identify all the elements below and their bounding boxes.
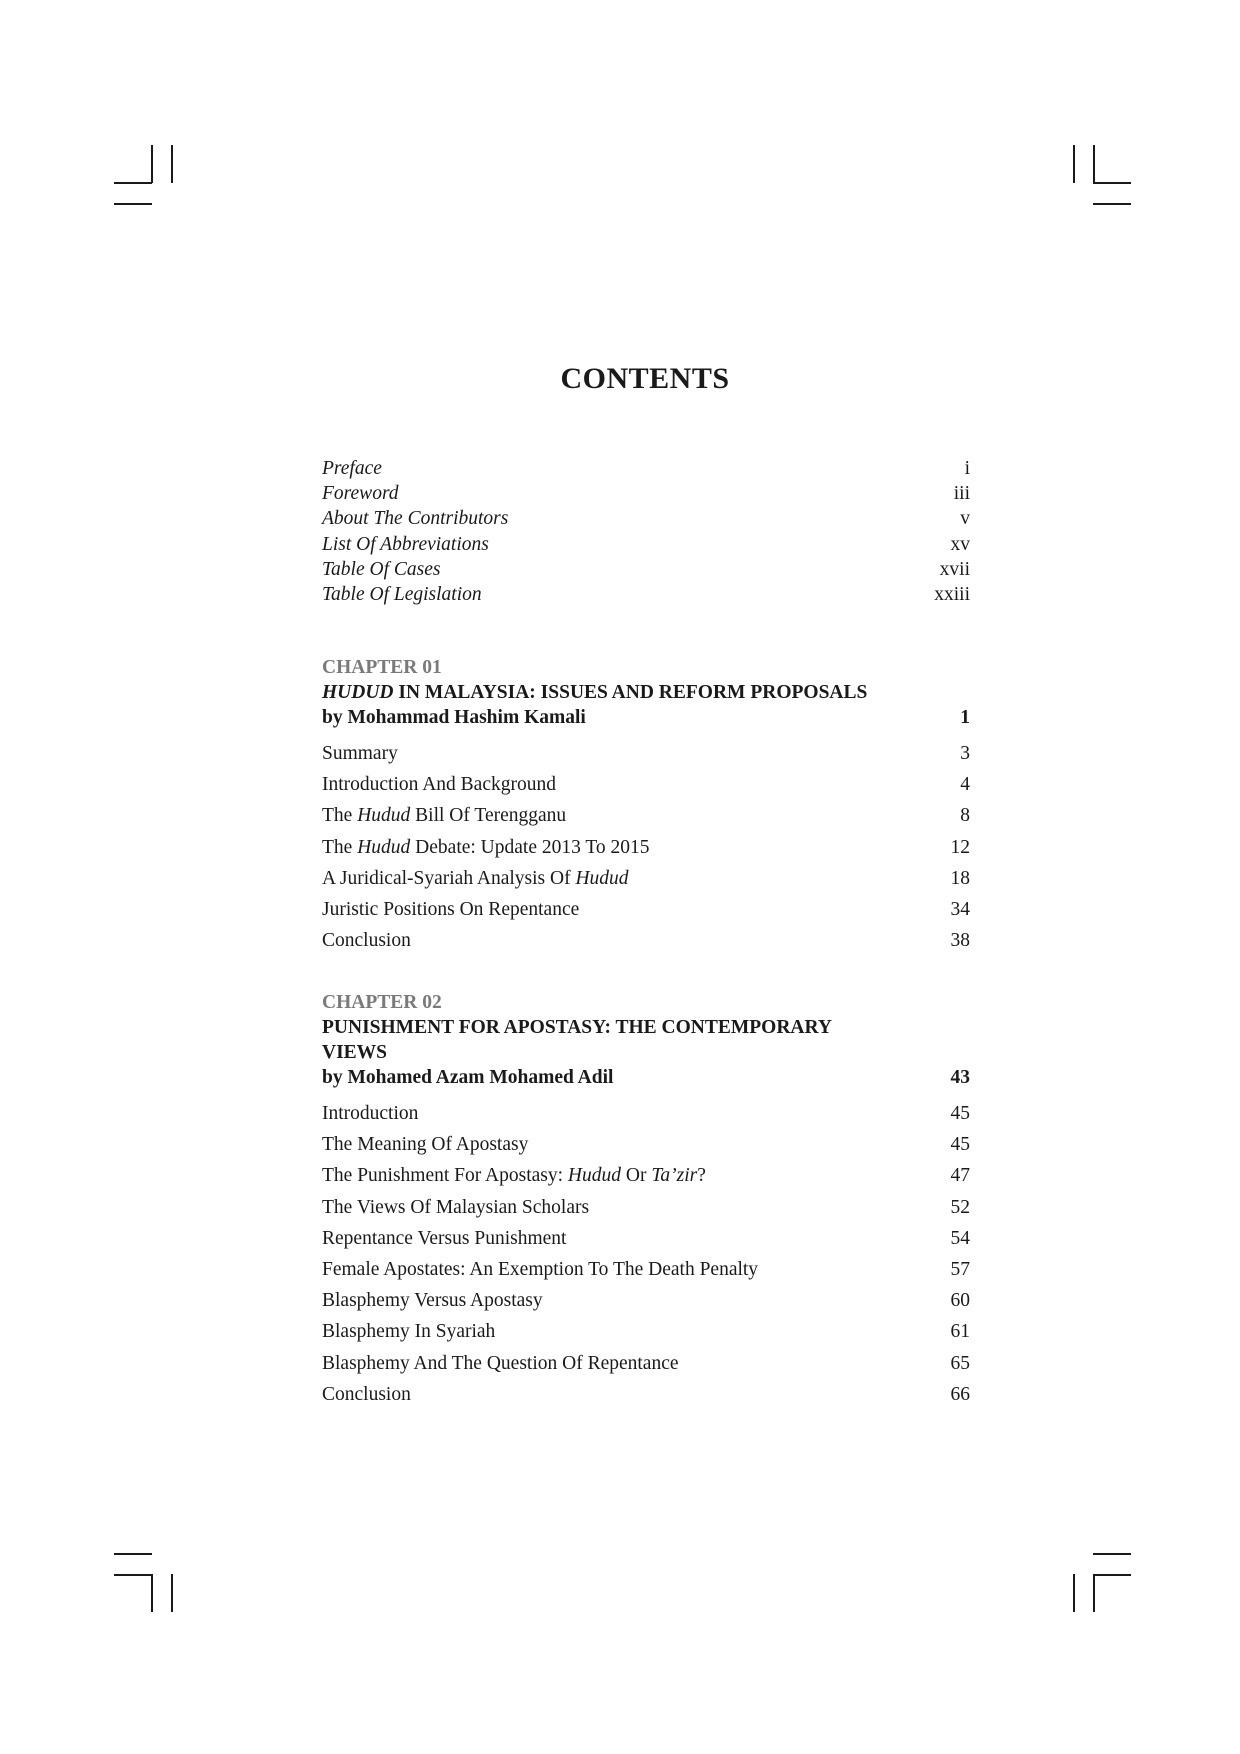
section-entry-page: 52: [950, 1196, 970, 1218]
toc-entry: [322, 456, 970, 481]
label-text: Or: [621, 1165, 652, 1187]
section-entry-page: 65: [950, 1352, 970, 1374]
toc-entry: [322, 506, 970, 531]
label-text: Blasphemy In Syariah: [322, 1321, 496, 1343]
section-entry-page: 66: [950, 1383, 970, 1405]
crop-mark: [151, 1574, 153, 1612]
crop-mark: [114, 203, 152, 205]
section-entry: [322, 1285, 970, 1316]
section-entry-page: 61: [950, 1321, 970, 1343]
toc-entry-page: xxiii: [934, 583, 970, 605]
toc-entry-label: Foreword: [322, 483, 399, 505]
label-text: Introduction: [322, 1103, 419, 1124]
chapter-title: [322, 680, 882, 705]
toc-entry: [322, 481, 970, 506]
label-text: The: [322, 836, 358, 858]
toc-entry-label: About The Contributors: [322, 508, 509, 530]
section-entry-label: [322, 738, 398, 769]
chapter-author: by Mohammad Hashim Kamali: [322, 707, 586, 728]
section-entry: [322, 738, 970, 769]
italic-term: Hudud: [357, 836, 411, 858]
section-entry: [322, 1379, 970, 1410]
crop-mark: [1093, 203, 1131, 205]
section-entry-page: 3: [960, 743, 970, 764]
section-entry-page: 47: [950, 1165, 970, 1187]
page-title: CONTENTS: [560, 362, 730, 395]
section-list: [322, 1098, 970, 1410]
section-entry-page: 45: [950, 1103, 970, 1124]
section-entry-page: 18: [950, 867, 970, 889]
section-entry-label: [322, 1192, 589, 1223]
crop-mark: [1073, 1574, 1075, 1612]
chapter-author: by Mohamed Azam Mohamed Adil: [322, 1067, 614, 1088]
crop-mark: [1073, 145, 1075, 183]
label-text: Blasphemy And The Question Of Repentance: [322, 1352, 679, 1374]
section-entry: [322, 1192, 970, 1223]
label-text: Repentance Versus Punishment: [322, 1227, 567, 1249]
section-entry-label: [322, 1129, 528, 1160]
section-entry-page: 34: [950, 898, 970, 920]
section-entry-page: 57: [950, 1258, 970, 1280]
label-text: ?: [697, 1165, 706, 1187]
section-entry-label: [322, 769, 556, 800]
label-text: The Views Of Malaysian Scholars: [322, 1196, 590, 1218]
chapter-page: 43: [950, 1067, 970, 1088]
crop-mark: [1093, 1553, 1131, 1555]
section-entry-label: [322, 1254, 758, 1285]
section-entry-label: [322, 832, 650, 863]
section-entry-label: [322, 1348, 679, 1379]
toc-entry: [322, 557, 970, 582]
toc-entry-page: xvii: [939, 558, 970, 580]
section-entry: [322, 863, 970, 894]
crop-mark: [1093, 1574, 1095, 1612]
crop-mark: [1093, 1574, 1131, 1576]
toc-entry-label: Table Of Legislation: [322, 583, 482, 605]
section-entry: [322, 1129, 970, 1160]
section-entry: [322, 1348, 970, 1379]
section-entry-label: [322, 894, 579, 925]
crop-mark: [114, 1553, 152, 1555]
section-entry-page: 60: [950, 1290, 970, 1312]
italic-term: Hudud: [567, 1165, 622, 1187]
section-entry: [322, 1223, 970, 1254]
chapter-page: 1: [960, 707, 970, 728]
section-entry-page: 12: [950, 836, 970, 858]
toc-entry-label: List Of Abbreviations: [322, 533, 489, 555]
italic-term: Hudud: [575, 867, 629, 889]
section-entry: [322, 1160, 970, 1191]
chapter-number: CHAPTER 02: [322, 992, 442, 1013]
chapter-title-text: PUNISHMENT FOR APOSTASY: THE CONTEMPORARY VIEWS: [322, 1017, 832, 1063]
toc-entry-page: iii: [953, 483, 970, 505]
chapter-block: [322, 655, 970, 956]
section-entry-page: 8: [960, 805, 970, 827]
crop-mark: [1093, 145, 1095, 183]
label-text: Bill Of Terengganu: [410, 805, 567, 827]
toc-entry-page: v: [960, 508, 970, 530]
section-entry: [322, 1316, 970, 1347]
toc-entry-label: Table Of Cases: [322, 558, 441, 580]
section-entry-page: 38: [950, 930, 970, 952]
section-entry: [322, 769, 970, 800]
crop-mark: [171, 1574, 173, 1612]
section-entry-label: [322, 1223, 566, 1254]
chapter-number: CHAPTER 01: [322, 657, 442, 678]
section-entry: [322, 800, 970, 831]
section-entry-page: 4: [960, 774, 970, 796]
front-matter-list: [322, 456, 970, 607]
label-text: Blasphemy Versus Apostasy: [322, 1290, 543, 1312]
toc-entry: [322, 532, 970, 557]
italic-term: Hudud: [357, 805, 411, 827]
section-entry-label: [322, 1379, 411, 1410]
section-entry-page: 45: [950, 1134, 970, 1156]
section-entry-label: [322, 1160, 706, 1191]
label-text: The Meaning Of Apostasy: [322, 1134, 529, 1156]
section-entry: [322, 832, 970, 863]
crop-mark: [114, 182, 152, 184]
crop-mark: [171, 145, 173, 183]
label-text: A Juridical-Syariah Analysis Of: [322, 867, 576, 889]
chapter-block: [322, 990, 970, 1410]
label-text: Debate: Update 2013 To 2015: [410, 836, 650, 858]
section-entry-label: [322, 863, 629, 894]
toc-entry-label: Preface: [322, 458, 382, 479]
label-text: The: [322, 805, 358, 827]
crop-mark: [114, 1574, 152, 1576]
label-text: Conclusion: [322, 1383, 411, 1405]
section-entry: [322, 1254, 970, 1285]
section-entry: [322, 1098, 970, 1129]
chapter-title-text: IN MALAYSIA: ISSUES AND REFORM PROPOSALS: [393, 682, 868, 703]
label-text: Introduction And Background: [322, 774, 556, 796]
italic-term: Ta’zir: [651, 1165, 698, 1187]
label-text: Conclusion: [322, 930, 411, 952]
section-list: [322, 738, 970, 956]
label-text: Summary: [322, 743, 398, 764]
section-entry-label: [322, 1285, 543, 1316]
section-entry-page: 54: [950, 1227, 970, 1249]
crop-mark: [151, 145, 153, 183]
chapter-title: [322, 1015, 882, 1065]
section-entry-label: [322, 800, 566, 831]
section-entry-label: [322, 1098, 418, 1129]
section-entry-label: [322, 1316, 495, 1347]
section-entry: [322, 925, 970, 956]
section-entry-label: [322, 925, 411, 956]
label-text: The Punishment For Apostasy:: [322, 1165, 568, 1187]
section-entry: [322, 894, 970, 925]
label-text: Female Apostates: An Exemption To The Death Penalty: [322, 1258, 759, 1280]
chapter-title-italic: HUDUD: [322, 682, 394, 703]
toc-entry: [322, 582, 970, 607]
toc-entry-page: xv: [950, 533, 970, 555]
toc-entry-page: i: [964, 458, 970, 479]
label-text: Juristic Positions On Repentance: [322, 898, 580, 920]
crop-mark: [1093, 182, 1131, 184]
